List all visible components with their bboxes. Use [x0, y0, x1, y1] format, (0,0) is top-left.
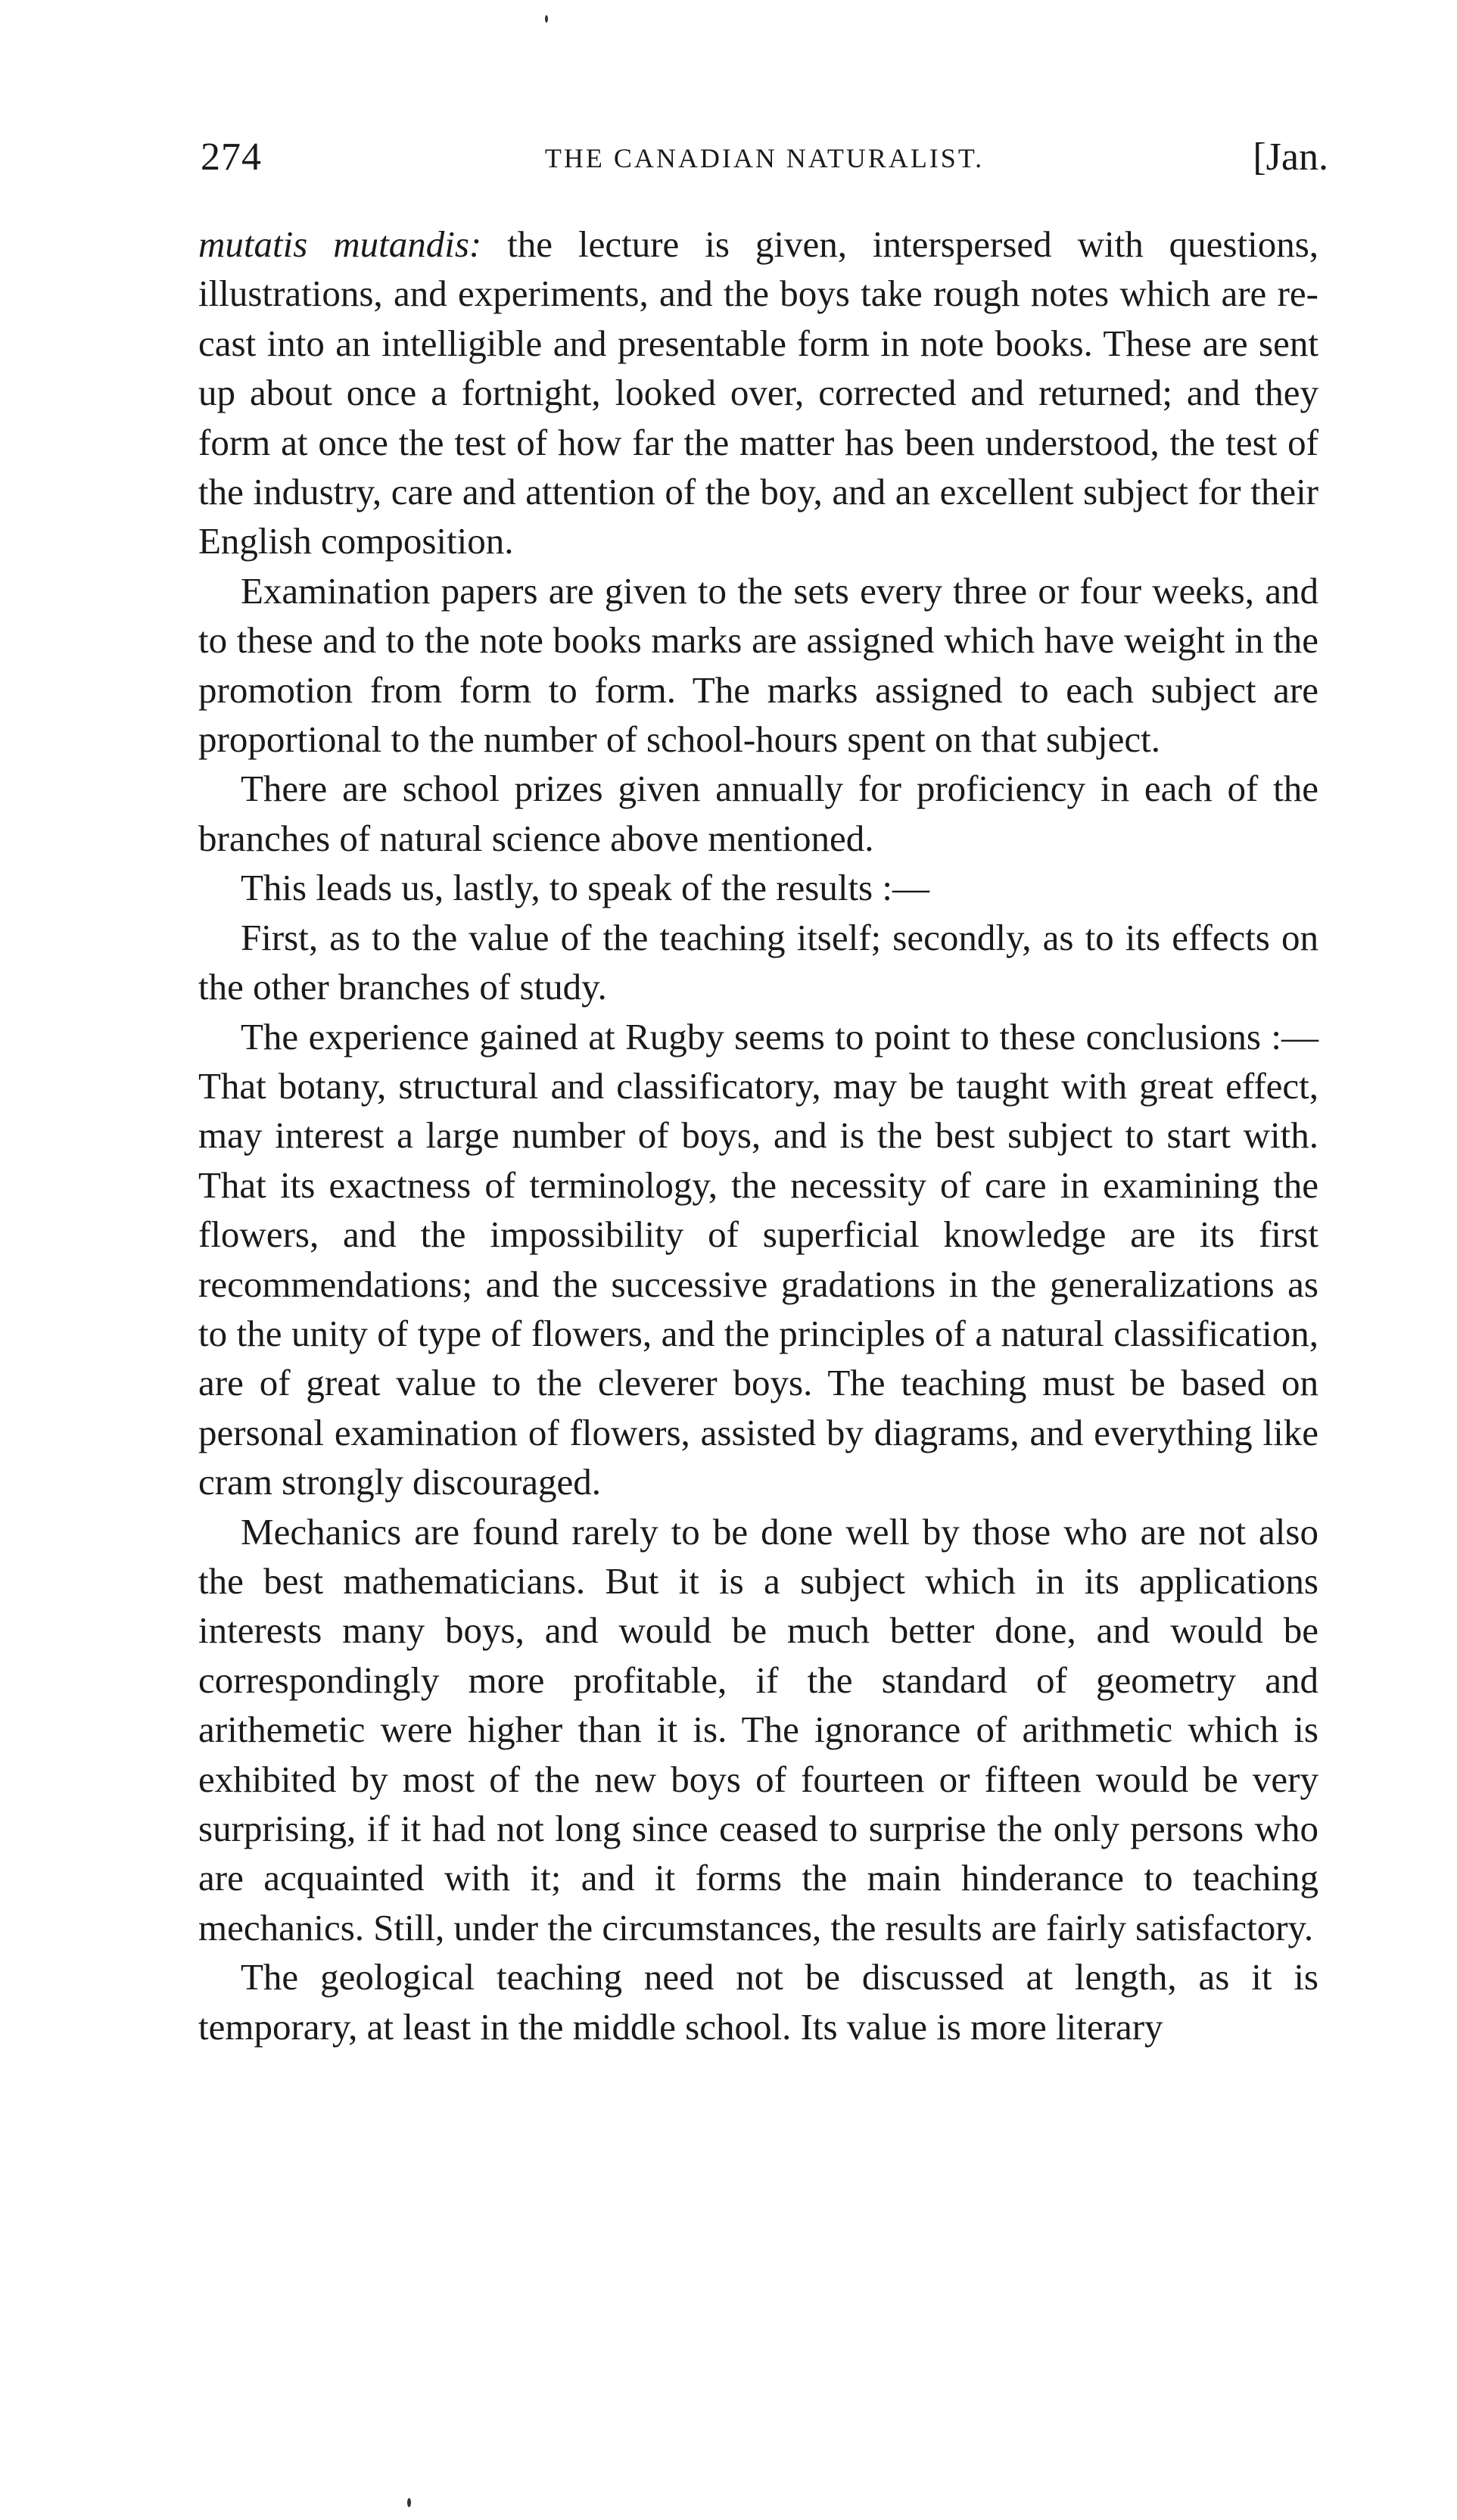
body-text: [198, 220, 1318, 2051]
paragraph-4: This leads us, lastly, to speak of the results :—: [241, 867, 929, 909]
running-title: THE CANADIAN NATURALIST.: [544, 143, 985, 173]
paragraph-3: There are school prizes given annually for proficiency in each of the branches of natural science above mentioned.: [198, 768, 1318, 859]
paragraph-1: [198, 220, 1318, 566]
paragraph-5: First, as to the value of the teaching itself; secondly, as to its effects on the other branches of study.: [198, 916, 1318, 1008]
ink-speck-bottom: [407, 2498, 411, 2507]
paragraph-1-italic-phrase: mutatis mutandis:: [198, 223, 482, 265]
paragraph-2: Examination papers are given to the sets every three or four weeks, and to these and to the note books marks are assigned which have weight in the promotion from form to form. The marks assigned to each subject are proportional to the number of school-hours spent on that subject.: [198, 569, 1318, 761]
ink-speck-top: [545, 15, 548, 23]
paragraph-7: Mechanics are found rarely to be done well by those who are not also the best mathematicians. But it is a subject which in its applications interests many boys, and would be much better done, and would be correspondingly more profitable, if the standard of geometry and arithemetic were higher than it is. The ignorance of arithmetic which is exhibited by most of the new boys of fourteen or fifteen would be very surprising, if it had not long since ceased to surprise the only persons who are acquainted with it; and it forms the main hinderance to teaching mechanics. Still, under the circumstances, the results are fairly satisfactory.: [198, 1510, 1318, 1948]
page-header: [201, 135, 1328, 195]
page-number: 274: [201, 136, 262, 179]
paragraph-1-text: the lecture is given, interspersed with questions, illustrations, and experiments, and the boys take rough notes which are re-cast into an intelligible and presentable form in note books. These are sent up about once a fortnight, looked over, corrected and returned; and they form at once the test of how far the matter has been understood, the test of the industry, care and attention of the boy, and an excellent subject for their English composition.: [198, 223, 1319, 562]
header-month: [Jan.: [1253, 136, 1328, 179]
paragraph-8: The geological teaching need not be discussed at length, as it is temporary, at least in the middle school. Its value is more literary: [198, 1956, 1318, 2048]
paragraph-6: The experience gained at Rugby seems to point to these conclusions :—That botany, structural and classificatory, may be taught with great effect, may interest a large number of boys, and is the best subject to start with. That its exactness of terminology, the necessity of care in examining the flowers, and the impossibility of superficial knowledge are its first recommendations; and the successive gradations in the generalizations as to the unity of type of flowers, and the principles of a natural classification, are of great value to the cleverer boys. The teaching must be based on personal examination of flowers, assisted by diagrams, and everything like cram strongly discouraged.: [198, 1015, 1318, 1503]
